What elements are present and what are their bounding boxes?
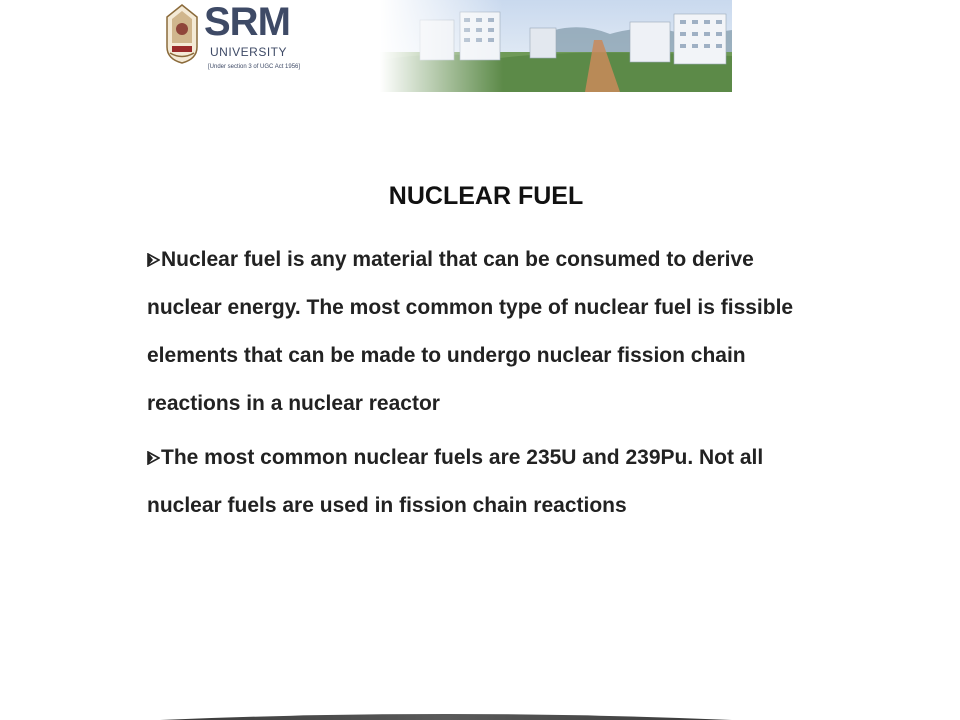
bullet-text: Nuclear fuel is any material that can be consumed to derive nuclear energy. The most common type of nuclear fuel is fissible elements that can be made to undergo nuclear fission chain reactions in a nuclear reactor: [147, 248, 794, 415]
arrow-bullet-icon: [147, 434, 161, 482]
slide-title: NUCLEAR FUEL: [388, 182, 584, 210]
logo-act-note: [Under section 3 of UGC Act 1956]: [208, 64, 301, 70]
bullet-list: [147, 236, 807, 532]
university-seal-icon: [164, 3, 200, 65]
logo-wordmark: SRM: [204, 0, 290, 44]
bullet-item: [147, 236, 807, 428]
bullet-item: [147, 434, 807, 530]
footer-bar: [160, 712, 732, 720]
srm-university-logo: [160, 0, 301, 88]
campus-photo: [380, 0, 732, 92]
bullet-text: The most common nuclear fuels are 235U and 239Pu. Not all nuclear fuels are used in fission chain reactions: [147, 446, 764, 517]
arrow-bullet-icon: [147, 236, 161, 284]
logo-subtitle: UNIVERSITY: [210, 45, 288, 59]
